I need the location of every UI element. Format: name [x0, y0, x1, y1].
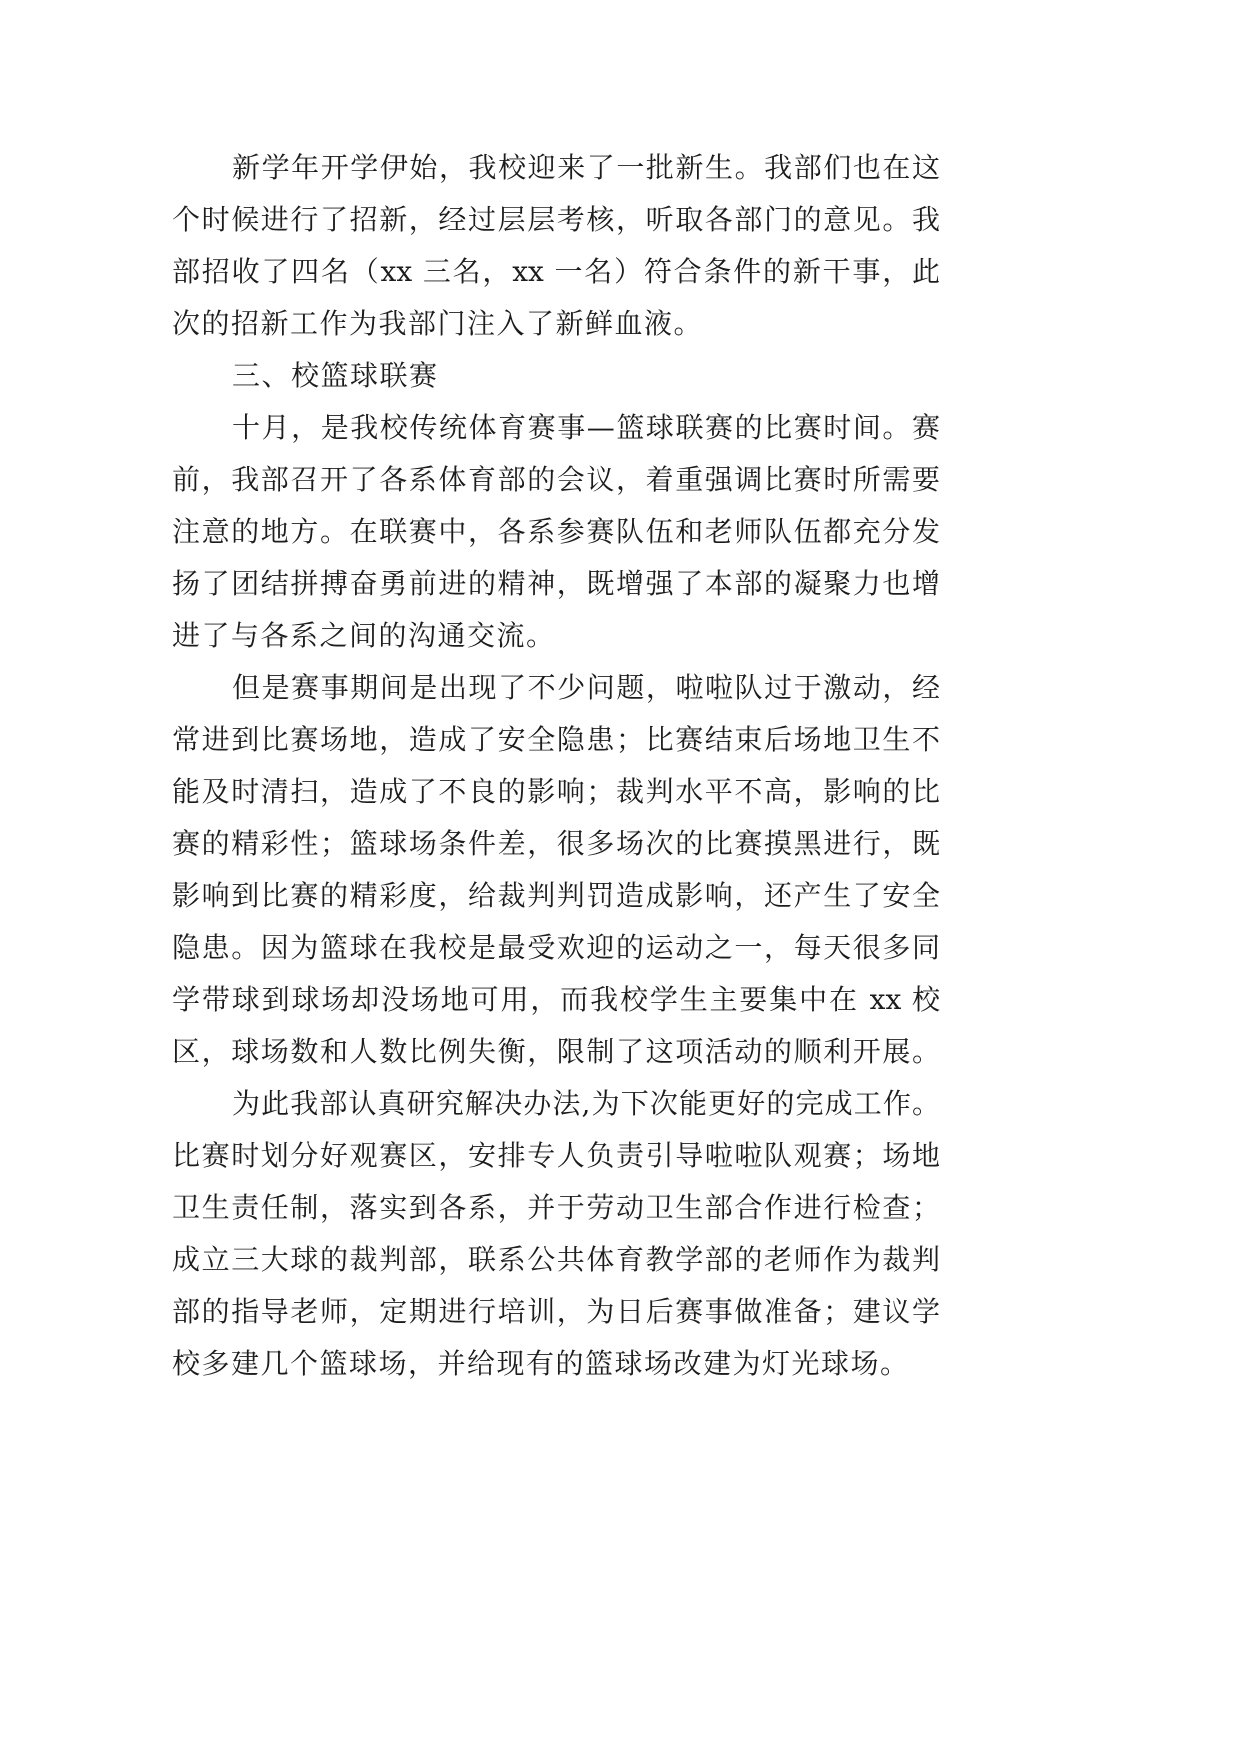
- text-line: 部的指导老师，定期进行培训，为日后赛事做准备；建议学: [172, 1295, 940, 1328]
- text-line: 学带球到球场却没场地可用，而我校学生主要集中在 xx 校: [172, 983, 940, 1016]
- text-line: 注意的地方。在联赛中，各系参赛队伍和老师队伍都充分发: [172, 515, 940, 548]
- section-heading: 三、校篮球联赛: [232, 359, 439, 392]
- text-line: 前，我部召开了各系体育部的会议，着重强调比赛时所需要: [172, 463, 940, 496]
- text-line: 赛的精彩性；篮球场条件差，很多场次的比赛摸黑进行，既: [172, 827, 940, 860]
- document-body: [172, 142, 940, 1390]
- text-line: 卫生责任制，落实到各系，并于劳动卫生部合作进行检查；: [172, 1191, 940, 1224]
- paragraph-solutions: [172, 1078, 940, 1390]
- text-line: 十月，是我校传统体育赛事—篮球联赛的比赛时间。赛: [232, 411, 940, 444]
- text-line: 为此我部认真研究解决办法,为下次能更好的完成工作。: [232, 1087, 940, 1120]
- text-line: 影响到比赛的精彩度，给裁判判罚造成影响，还产生了安全: [172, 879, 940, 912]
- text-line: 校多建几个篮球场，并给现有的篮球场改建为灯光球场。: [172, 1347, 910, 1380]
- text-line: 部招收了四名（xx 三名，xx 一名）符合条件的新干事，此: [172, 255, 940, 288]
- paragraph-league: [172, 402, 940, 662]
- text-line: 成立三大球的裁判部，联系公共体育教学部的老师作为裁判: [172, 1243, 940, 1276]
- paragraph-issues: [172, 662, 940, 1078]
- paragraph-recruitment: [172, 142, 940, 350]
- text-line: 进了与各系之间的沟通交流。: [172, 619, 556, 652]
- text-line: 能及时清扫，造成了不良的影响；裁判水平不高，影响的比: [172, 775, 940, 808]
- text-line: 扬了团结拼搏奋勇前进的精神，既增强了本部的凝聚力也增: [172, 567, 940, 600]
- text-line: 但是赛事期间是出现了不少问题，啦啦队过于激动，经: [232, 671, 940, 704]
- text-line: 次的招新工作为我部门注入了新鲜血液。: [172, 307, 704, 340]
- text-line: 常进到比赛场地，造成了安全隐患；比赛结束后场地卫生不: [172, 723, 940, 756]
- text-line: 区，球场数和人数比例失衡，限制了这项活动的顺利开展。: [172, 1035, 940, 1068]
- text-line: 比赛时划分好观赛区，安排专人负责引导啦啦队观赛；场地: [172, 1139, 940, 1172]
- text-line: 新学年开学伊始，我校迎来了一批新生。我部们也在这: [232, 151, 940, 184]
- text-line: 隐患。因为篮球在我校是最受欢迎的运动之一，每天很多同: [172, 931, 940, 964]
- text-line: 个时候进行了招新，经过层层考核，听取各部门的意见。我: [172, 203, 940, 236]
